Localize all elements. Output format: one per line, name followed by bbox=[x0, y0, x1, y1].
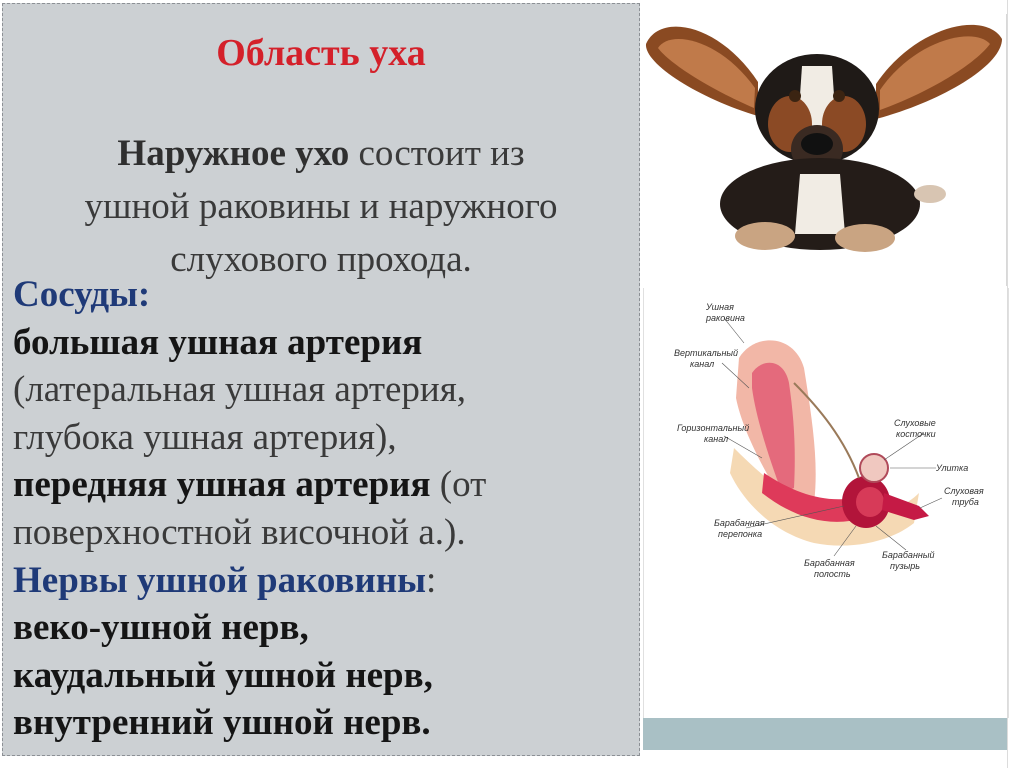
intro-bold-term: Наружное ухо bbox=[117, 133, 350, 174]
label-ossicles: Слуховые bbox=[894, 418, 936, 428]
content-body bbox=[13, 271, 633, 747]
label-cavity-2: полость bbox=[814, 569, 851, 579]
label-tube-2: труба bbox=[952, 497, 979, 507]
ear-anatomy-diagram bbox=[643, 288, 1009, 718]
slide-title: Область уха bbox=[216, 32, 426, 74]
label-auricle-2: раковина bbox=[706, 313, 745, 323]
artery-2-note-line-1: (от bbox=[430, 464, 487, 506]
label-auricle: Ушная bbox=[706, 302, 734, 312]
label-vertical-canal: Вертикальный bbox=[674, 348, 739, 358]
ear-anatomy-figure bbox=[644, 288, 1008, 718]
label-horizontal-canal-2: канал bbox=[704, 434, 729, 444]
label-cochlea: Улитка bbox=[936, 463, 969, 473]
basset-hound-image bbox=[640, 4, 1010, 264]
intro-line-2: ушной раковины и наружного bbox=[84, 186, 558, 227]
intro-paragraph bbox=[23, 127, 619, 286]
artery-1: большая ушная артерия bbox=[13, 321, 423, 363]
nerve-item: внутренний ушной нерв. bbox=[13, 702, 431, 744]
nerve-item: веко-ушной нерв, bbox=[13, 607, 309, 649]
artery-2-line bbox=[13, 461, 633, 509]
nerves-heading: Нервы ушной раковины bbox=[13, 559, 427, 601]
label-vertical-canal-2: канал bbox=[690, 359, 715, 369]
artery-2-note-line-2: поверхностной височной а.). bbox=[13, 511, 466, 553]
label-bulla: Барабанный bbox=[882, 550, 935, 560]
label-bulla-2: пузырь bbox=[890, 561, 920, 571]
text-panel bbox=[2, 3, 640, 756]
artery-1-note-line-1: (латеральная ушная артерия, bbox=[13, 369, 466, 411]
label-cavity: Барабанная bbox=[804, 558, 855, 568]
vessels-heading: Сосуды: bbox=[13, 274, 151, 315]
artery-2: передняя ушная артерия bbox=[13, 464, 431, 506]
dog-photo bbox=[648, 14, 1007, 286]
artery-1-note-line-2: глубока ушная артерия), bbox=[13, 416, 397, 458]
accent-bar bbox=[643, 718, 1007, 750]
nerves-heading-colon: : bbox=[426, 559, 437, 601]
intro-line-1 bbox=[23, 127, 619, 180]
intro-line-3: слухового прохода. bbox=[170, 239, 472, 280]
label-eardrum-2: перепонка bbox=[718, 529, 763, 539]
intro-line-1-rest: состоит из bbox=[349, 133, 525, 174]
label-eardrum: Барабанная bbox=[714, 518, 765, 528]
label-horizontal-canal: Горизонтальный bbox=[677, 423, 750, 433]
label-tube: Слуховая bbox=[944, 486, 984, 496]
nerves-heading-line bbox=[13, 557, 633, 605]
nerve-item: каудальный ушной нерв, bbox=[13, 654, 433, 696]
divider bbox=[1007, 0, 1008, 768]
label-ossicles-2: косточки bbox=[896, 429, 936, 439]
